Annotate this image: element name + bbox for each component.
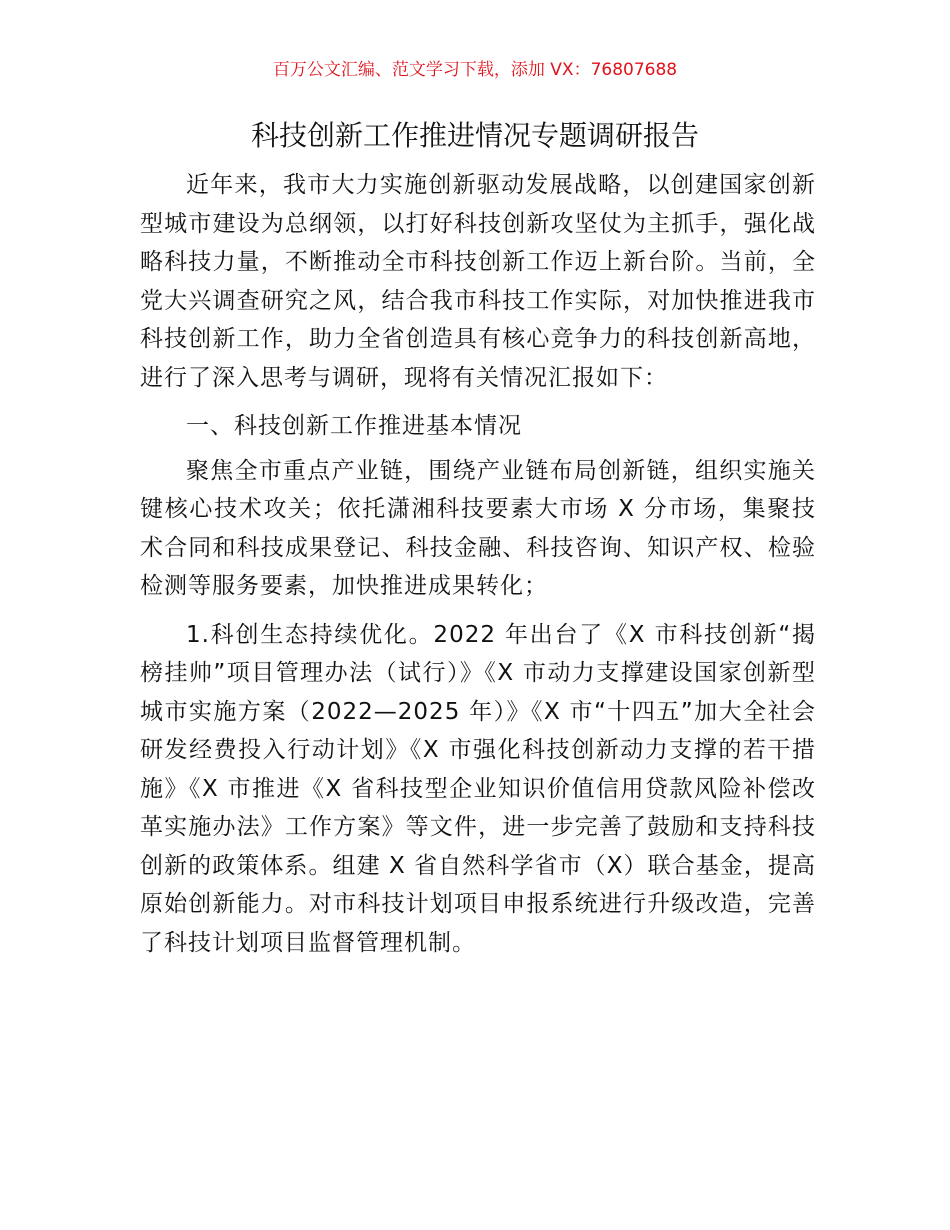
section-heading: 一、科技创新工作推进基本情况: [186, 413, 522, 439]
watermark-banner: 百万公文汇编、范文学习下载，添加 VX：76807688: [272, 60, 678, 80]
section-paragraph: 聚焦全市重点产业链，围绕产业链布局创新链，组织实施关键核心技术攻关；依托潇湘科技要素大市场 X 分市场，集聚技术合同和科技成果登记、科技金融、科技咨询、知识产权、检验检测等服务要素，加快推进成果转化；: [140, 457, 816, 599]
document-body: [140, 166, 816, 962]
page-title: 科技创新工作推进情况专题调研报告: [250, 119, 699, 152]
intro-paragraph: 近年来，我市大力实施创新驱动发展战略，以创建国家创新型城市建设为总纲领，以打好科技创新攻坚仗为主抓手，强化战略科技力量，不断推动全市科技创新工作迈上新台阶。当前，全党大兴调查研究之风，结合我市科技工作实际，对加快推进我市科技创新工作，助力全省创造具有核心竞争力的科技创新高地，进行了深入思考与调研，现将有关情况汇报如下：: [140, 172, 816, 391]
item-paragraph: 1.科创生态持续优化。2022 年出台了《X 市科技创新“揭榜挂帅”项目管理办法（试行）》《X 市动力支撑建设国家创新型城市实施方案（2022—2025 年）》《X 市“十四五”加大全社会研发经费投入行动计划》《X 市强化科技创新动力支撑的若干措施》《X 市推进《X 省科技型企业知识价值信用贷款风险补偿改革实施办法》工作方案》等文件，进一步完善了鼓励和支持科技创新的政策体系。组建 X 省自然科学省市（X）联合基金，提高原始创新能力。对市科技计划项目申报系统进行升级改造，完善了科技计划项目监督管理机制。: [140, 621, 816, 956]
